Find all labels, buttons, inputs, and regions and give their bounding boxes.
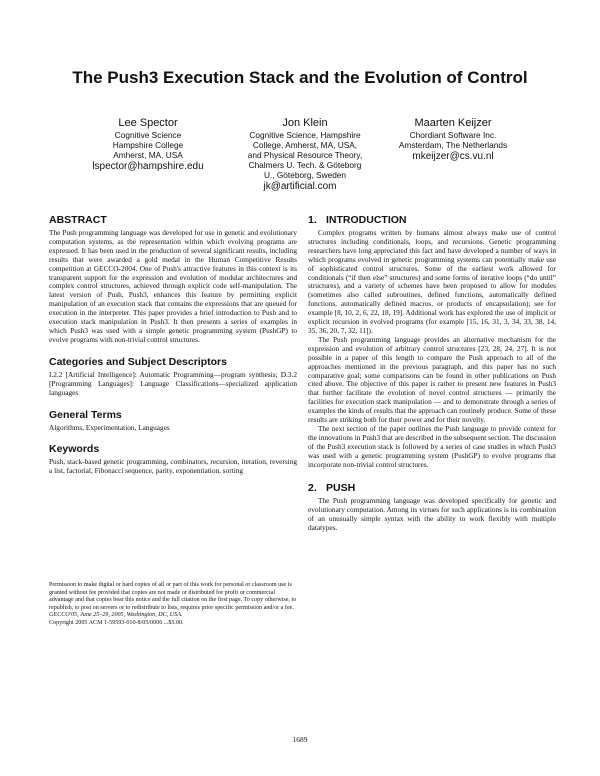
author-affiliation: Cognitive Science, Hampshire College, Amherst, MA, USA, and Physical Resource Theory, Chalmers U. Tech. & Göteborg U., Göteborg, Sweden: [247, 130, 363, 180]
author-block: [378, 117, 528, 163]
categories-heading: Categories and Subject Descriptors: [49, 355, 227, 368]
page-number: 1689: [292, 735, 308, 744]
section-number: 2.: [308, 482, 317, 495]
right-column: [308, 210, 556, 533]
author-email[interactable]: lspector@hampshire.edu: [92, 161, 204, 172]
abstract-text: The Push programming language was developed for use in genetic and evolutionary computation systems, as the representation within which evolving programs are expressed. It has been used in the production of several significant results, including results that were awarded a gold medal in the Human Competitive Results competition at GECCO-2004. One of Push's attractive features in this context is its transparent support for the expression and evolution of modular architectures and complex control structures, achieved through explicit code self-manipulation. The latest version of Push, Push3, enhances this feature by permitting explicit manipulation of an execution stack that contains the expressions that are queued for execution in the interpreter. This paper provides a brief introduction to Push and to execution stack manipulation in Push3. It then presents a series of examples in which Push3 was used with a simple genetic programming system (PushGP) to evolve programs with non-trivial control structures.: [49, 228, 297, 344]
general-terms-text: Algorithms, Experimentation, Languages: [49, 422, 170, 432]
author-affiliation: Cognitive Science Hampshire College Amherst, MA, USA: [112, 130, 184, 160]
abstract-heading: ABSTRACT: [49, 214, 107, 226]
author-affiliation: Chordiant Software Inc. Amsterdam, The Netherlands: [398, 130, 508, 150]
author-block: [78, 117, 218, 173]
section-heading-introduction: [308, 214, 556, 226]
author-name: Jon Klein: [282, 117, 328, 129]
author-name: Lee Spector: [118, 117, 178, 129]
author-email[interactable]: jk@artificial.com: [263, 181, 337, 192]
author-block: [230, 117, 380, 180]
venue-line: GECCO'05, June 25–29, 2005, Washington, DC, USA.: [49, 612, 183, 619]
permission-notice: Permission to make digital or hard copies of all or part of this work for personal or classroom use is granted without fee provided that copies are not made or distributed for profit or commercial advantage and that copies bear this notice and the full citation on the first page. To copy otherwise, to republish, to post on servers or to redistribute to lists, requires prior specific permission and/or a fee.: [49, 582, 297, 611]
intro-paragraph: Complex programs written by humans almost always make use of control structures including conditionals, loops, and recursions. Genetic programming researchers have long appreciated this fact and have developed a number of ways in which programs evolved in genetic programming systems can potentially make use of sophisticated control structures. Some of the earliest work allowed for conditionals (“if then else” structures) and some forms of iterative loops (“do until” structures), and a variety of schemes have been proposed to allow for modules (sometimes also called subroutines, defined functions, automatically defined functions, automatically defined macros, or products of encapsulation); see for example [8, 10, 2, 6, 22, 18, 19]. Additional work has explored the use of implicit or explicit recursion in evolved programs (for example [15, 16, 31, 3, 34, 33, 38, 14, 35, 36, 20, 7, 32, 11]).: [308, 228, 556, 335]
section-title: INTRODUCTION: [326, 214, 407, 226]
general-terms-heading: General Terms: [49, 408, 122, 421]
paper-title: The Push3 Execution Stack and the Evolution of Control: [72, 68, 528, 87]
copyright-line: Copyright 2005 ACM 1-59593-010-8/05/0006 ...$5.00.: [49, 619, 184, 626]
categories-text: I.2.2 [Artificial Intelligence]: Automatic Programming—program synthesis; D.3.2 [Programming Languages]: Language Classifications—specialized application languages: [49, 369, 297, 397]
keywords-text: Push, stack-based genetic programming, combinators, recursion, iteration, reversing a list, factorial, Fibonacci sequence, parity, exponentiation, sorting: [49, 457, 297, 476]
section-heading-push: [308, 482, 556, 494]
section-title: PUSH: [326, 482, 356, 495]
left-column: [49, 210, 297, 476]
author-email[interactable]: mkeijzer@cs.vu.nl: [412, 151, 494, 162]
intro-paragraph: The next section of the paper outlines the Push language to provide context for the innovations in Push3 that are described in the subsequent section. The discussion of the Push3 execution stack is followed by a series of case studies in which Push3 was used with a genetic programming system (PushGP) to evolve programs that incorporate non-trivial control structures.: [308, 423, 556, 469]
footnote: [49, 582, 297, 628]
section-number: 1.: [308, 214, 317, 226]
author-name: Maarten Keijzer: [414, 117, 492, 129]
keywords-heading: Keywords: [49, 443, 100, 456]
push-paragraph: The Push programming language was developed specifically for genetic and evolutionary computation. Among its virtues for such applications is its combination of an unusually simple syntax with the ability to work flexibly with multiple datatypes.: [308, 496, 556, 533]
intro-paragraph: The Push programming language provides an alternative mechanism for the expression and evolution of arbitrary control structures [23, 28, 24, 27]. It is not possible in a paper of this length to compare the Push approach to all of the approaches mentioned in the previous paragraph, and this paper has no such comparative goal; some comparisons can be found in other publications on Push cited above. The objective of this paper is rather to present new features in Push3 that further facilitate the evolution of novel control structures — primarily the facilities for execution stack manipulation — and to demonstrate through a series of examples the kinds of results that the approach can routinely produce. Some of these results are striking both for their power and for their novelty.: [308, 334, 556, 425]
